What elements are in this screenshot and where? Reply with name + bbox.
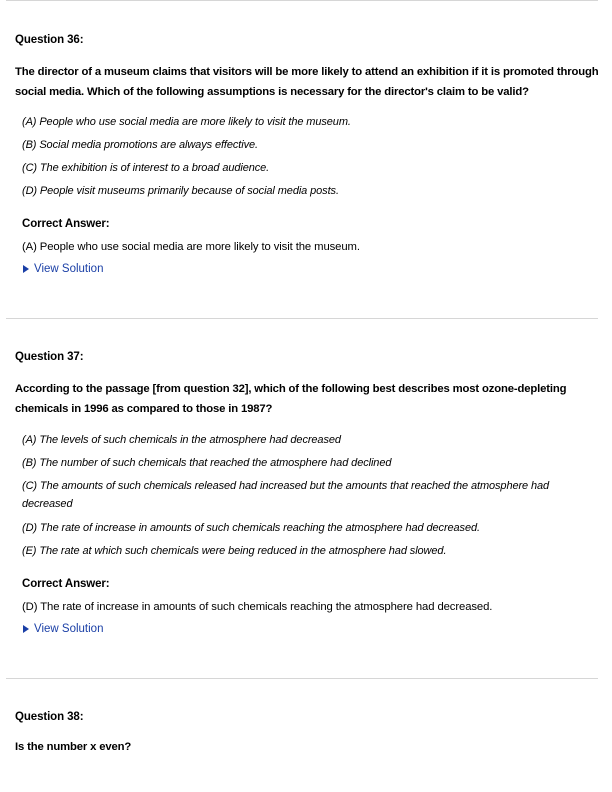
option-c: (C) The amounts of such chemicals released had increased but the amounts that reached the atmosphere had decreased	[22, 480, 550, 510]
correct-answer-label: Correct Answer:	[22, 218, 110, 230]
correct-answer-text: (A) People who use social media are more likely to visit the museum.	[22, 241, 360, 253]
option-a: (A) The levels of such chemicals in the atmosphere had decreased	[22, 434, 341, 446]
section-divider	[6, 678, 598, 679]
section-divider	[6, 318, 598, 319]
question-title: Question 37:	[15, 351, 84, 363]
view-solution-label: View Solution	[34, 623, 104, 635]
view-solution-button[interactable]	[23, 263, 103, 275]
view-solution-label: View Solution	[34, 263, 104, 275]
correct-answer-text: (D) The rate of increase in amounts of such chemicals reaching the atmosphere had decreased.	[22, 601, 493, 613]
option-b: (B) Social media promotions are always effective.	[22, 139, 258, 151]
question-stem: Is the number x even?	[15, 741, 132, 753]
expand-triangle-icon	[23, 625, 29, 633]
option-d: (D) The rate of increase in amounts of such chemicals reaching the atmosphere had decreased.	[22, 522, 480, 534]
correct-answer-label: Correct Answer:	[22, 578, 110, 590]
section-divider	[6, 0, 598, 1]
question-title: Question 36:	[15, 34, 84, 46]
question-stem: The director of a museum claims that visitors will be more likely to attend an exhibition if it is promoted through social media. Which of the following assumptions is necessary for the director's claim to be valid?	[15, 66, 599, 98]
expand-triangle-icon	[23, 265, 29, 273]
question-title: Question 38:	[15, 711, 84, 723]
question-stem: According to the passage [from question 32], which of the following best describes most ozone-depleting chemicals in 1996 as compared to those in 1987?	[15, 383, 567, 415]
option-b: (B) The number of such chemicals that reached the atmosphere had declined	[22, 457, 392, 469]
option-e: (E) The rate at which such chemicals were being reduced in the atmosphere had slowed.	[22, 545, 447, 557]
option-a: (A) People who use social media are more likely to visit the museum.	[22, 116, 351, 128]
option-c: (C) The exhibition is of interest to a broad audience.	[22, 162, 270, 174]
view-solution-button[interactable]	[23, 623, 103, 635]
option-d: (D) People visit museums primarily because of social media posts.	[22, 185, 339, 197]
